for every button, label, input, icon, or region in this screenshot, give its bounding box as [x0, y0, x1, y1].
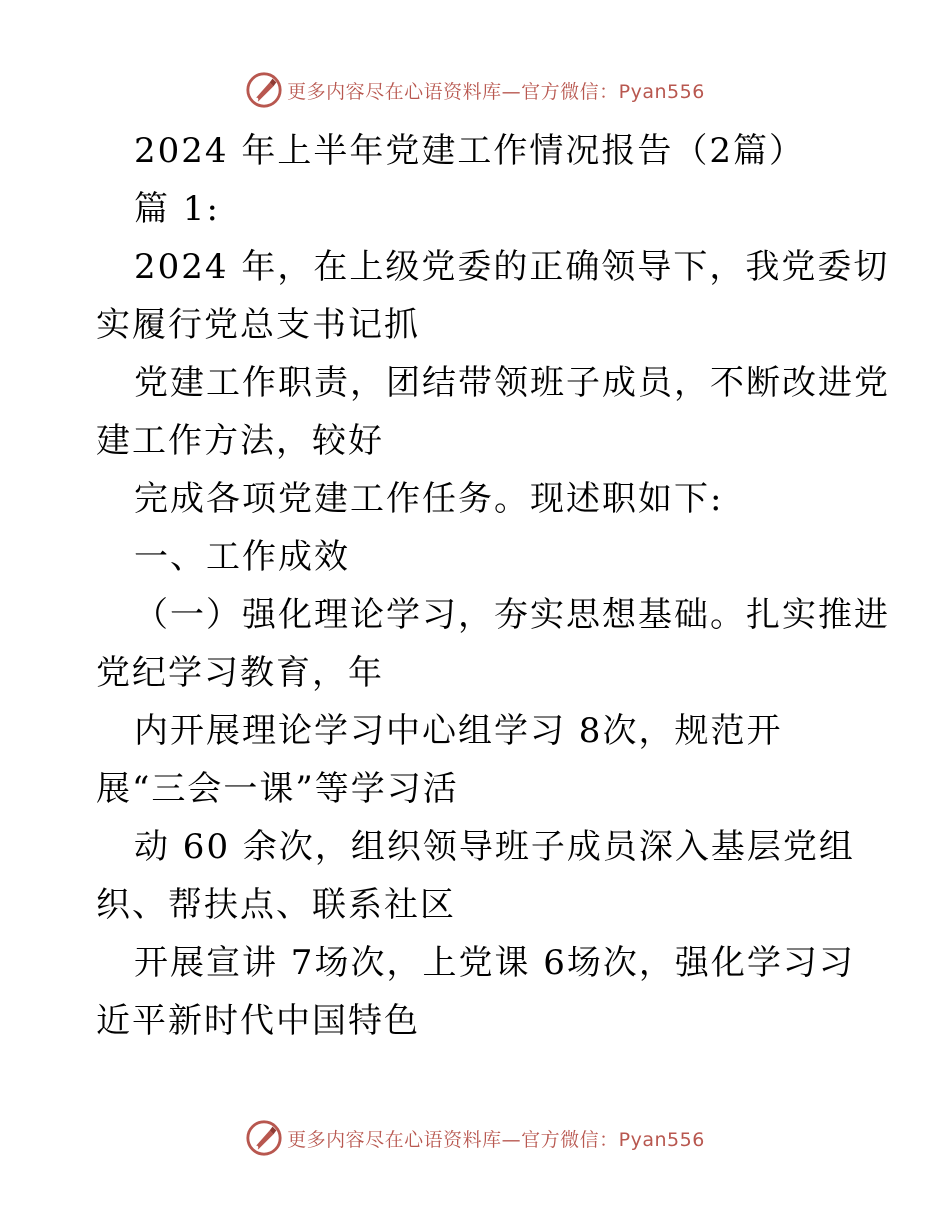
- text-line: 党纪学习教育，年: [96, 653, 384, 693]
- text-line: 动 60 余次，组织领导班子成员深入基层党组: [134, 827, 855, 867]
- text-line: 展“三会一课”等学习活: [96, 769, 459, 809]
- text-line: 开展宣讲 7场次，上党课 6场次，强化学习习: [134, 943, 855, 983]
- text-line: 近平新时代中国特色: [96, 1001, 420, 1041]
- text-line: 2024 年上半年党建工作情况报告（2篇）: [134, 131, 805, 171]
- pen-logo-icon: [245, 71, 283, 109]
- footer-watermark: [0, 1118, 950, 1158]
- text-line: 实履行党总支书记抓: [96, 305, 420, 345]
- text-line: 一、工作成效: [134, 537, 350, 577]
- text-line: 内开展理论学习中心组学习 8次，规范开: [134, 711, 783, 751]
- text-line: 建工作方法，较好: [96, 421, 384, 461]
- document-body: [96, 122, 890, 1050]
- watermark-text: 更多内容尽在心语资料库—官方微信：Pyan556: [287, 80, 705, 103]
- header-watermark: [0, 70, 950, 110]
- text-line: 党建工作职责，团结带领班子成员，不断改进党: [134, 363, 890, 403]
- watermark-text: 更多内容尽在心语资料库—官方微信：Pyan556: [287, 1128, 705, 1151]
- text-line: 完成各项党建工作任务。现述职如下:: [134, 479, 724, 519]
- text-line: 篇 1:: [134, 189, 220, 229]
- text-line: 织、帮扶点、联系社区: [96, 885, 456, 925]
- text-line: （一）强化理论学习，夯实思想基础。扎实推进: [134, 595, 890, 635]
- pen-logo-icon: [245, 1119, 283, 1157]
- text-line: 2024 年，在上级党委的正确领导下，我党委切: [134, 247, 890, 287]
